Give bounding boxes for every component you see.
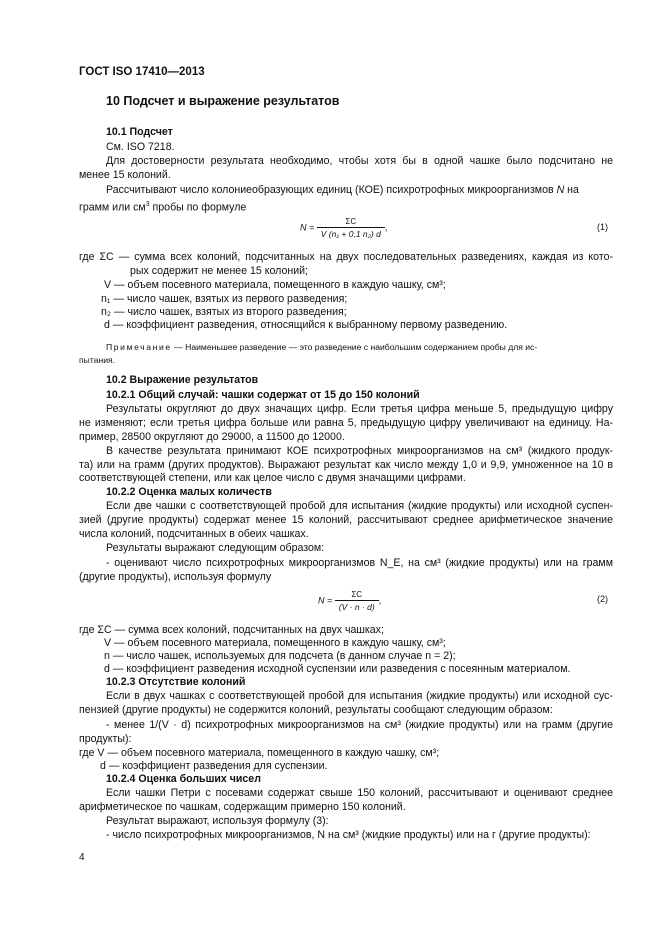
subsection-10-2-2-title: 10.2.2 Оценка малых количеств <box>106 486 272 498</box>
paragraph-line: Результат выражают, используя формулу (3): <box>106 815 329 827</box>
where-line: d — коэффициент разведения, относящийся к выбранному первому разведению. <box>104 319 508 331</box>
paragraph-line: числа колоний, подсчитанных в обеих чашках. <box>79 528 309 540</box>
paragraph-line: пензией (другие продукты) не содержится колоний, результаты сообщают следующим образом: <box>79 704 553 716</box>
paragraph-line: грамм или $см^3$ пробы по формуле <box>79 201 247 214</box>
section-title: 10 Подсчет и выражение результатов <box>106 94 340 108</box>
paragraph-line: Рассчитывают число колониеобразующих единиц (КОЕ) психротрофных микроорганизмов N на <box>106 184 579 196</box>
where-line: где ΣC — сумма всех колоний, подсчитанных на двух последовательных разведениях, каждая из кото- <box>79 251 613 263</box>
subsection-10-1-title: 10.1 Подсчет <box>106 126 173 138</box>
note-line: Примечание — Наименьшее разведение — это разведение с наибольшим содержанием пробы для ис- <box>106 342 538 352</box>
paragraph-line: арифметическое по чашкам, содержащим примерно 150 колоний. <box>79 801 406 813</box>
paragraph-line: В качестве результата принимают КОЕ психротрофных микроорганизмов на см³ (жидкого продук- <box>106 445 613 457</box>
document-header: ГОСТ ISO 17410—2013 <box>79 66 205 78</box>
where-line: n — число чашек, используемых для подсчета (в данном случае n = 2); <box>104 650 456 662</box>
where-line: V — объем посевного материала, помещенного в каждую чашку, см³; <box>104 637 446 649</box>
equation-number-1: (1) <box>597 222 608 232</box>
paragraph-line: Результаты выражают следующим образом: <box>106 542 325 554</box>
subsection-10-2-1-title: 10.2.1 Общий случай: чашки содержат от 15 до 150 колоний <box>106 389 420 401</box>
paragraph-line: пример, 28500 округляют до 29000, а 11500 до 12000. <box>79 431 345 443</box>
paragraph-line: Результаты округляют до двух значащих цифр. Если третья цифра меньше 5, предыдущую цифру <box>106 403 613 415</box>
paragraph-line: продукты): <box>79 733 132 745</box>
subsection-10-2-3-title: 10.2.3 Отсутствие колоний <box>106 676 246 688</box>
where-line: d — коэффициент разведения исходной суспензии или разведения с посеянным материалом. <box>104 663 571 675</box>
paragraph-line: Если чашки Петри с посевами содержат свыше 150 колоний, рассчитывают и оценивают среднее <box>106 787 613 799</box>
paragraph-line: Если в двух чашках с соответствующей пробой для испытания (жидкие продукты) или исходной сус- <box>106 690 613 702</box>
paragraph-line: - менее 1/(V · d) психротрофных микроорганизмов на см³ (жидкие продукты) или на грамм (другие <box>106 719 613 731</box>
subsection-10-2-title: 10.2 Выражение результатов <box>106 374 259 386</box>
paragraph-line: соответствующей степени, или как целое число с двумя значащими цифрами. <box>79 472 466 484</box>
paragraph-line: зией (другие продукты) содержат менее 15 колоний, рассчитывают среднее арифметическое значение <box>79 514 613 526</box>
where-line: n₂ — число чашек, взятых из второго разведения; <box>101 306 347 318</box>
paragraph-line: (другие продукты), используя формулу <box>79 571 272 583</box>
paragraph-line: - оценивают число психротрофных микроорганизмов N_E, на см³ (жидкие продукты) или на грамм <box>106 557 613 569</box>
formula-2: N = $\frac{\Sigma C}{(V \cdot n \cdot d)}$ , <box>318 590 382 612</box>
where-line: рых содержит не менее 15 колоний; <box>130 265 308 277</box>
note-line: пытания. <box>79 355 116 365</box>
equation-number-2: (2) <box>597 594 608 604</box>
paragraph-line: та) или на грамм (других продуктов). Выражают результат как число между 1,0 и 9,9, умноженное на 10 в <box>79 459 613 471</box>
paragraph-line: - число психротрофных микроорганизмов, N на см³ (жидкие продукты) или на г (другие продукты): <box>106 829 591 841</box>
paragraph-line: не изменяют; если третья цифра больше или равна 5, предыдущую цифру увеличивают на единицу. На- <box>79 417 613 429</box>
page-number: 4 <box>79 852 85 863</box>
where-line: где ΣC — сумма всех колоний, подсчитанных на двух чашках; <box>79 624 384 636</box>
where-line: n₁ — число чашек, взятых из первого разведения; <box>101 293 348 305</box>
where-line: где V — объем посевного материала, помещенного в каждую чашку, см³; <box>79 747 440 759</box>
where-line: d — коэффициент разведения для суспензии. <box>100 760 328 772</box>
subsection-10-2-4-title: 10.2.4 Оценка больших чисел <box>106 773 261 785</box>
where-line: V — объем посевного материала, помещенного в каждую чашку, см³; <box>104 279 446 291</box>
paragraph-line: См. ISO 7218. <box>106 141 175 153</box>
paragraph-line: менее 15 колоний. <box>79 169 171 181</box>
paragraph-line: Для достоверности результата необходимо, чтобы хотя бы в одной чашке было подсчитано не <box>106 155 613 167</box>
formula-1: N = $\frac{\Sigma C}{\text{V (n₁ + 0,1 n₂) d}}$ , <box>300 217 388 239</box>
paragraph-line: Если две чашки с соответствующей пробой для испытания (жидкие продукты) или исходной суспен- <box>106 500 613 512</box>
